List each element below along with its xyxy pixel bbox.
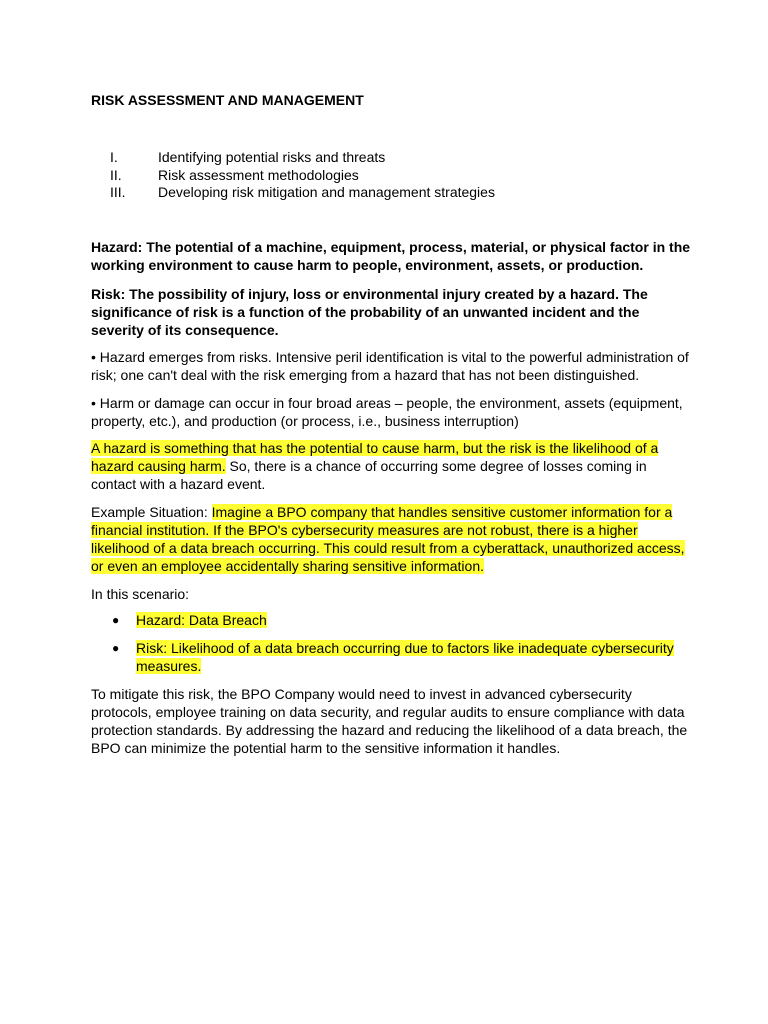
outline-item xyxy=(110,167,710,185)
outline-number: III. xyxy=(110,184,126,200)
example-label: Example Situation: xyxy=(91,504,212,520)
document-title: RISK ASSESSMENT AND MANAGEMENT xyxy=(91,92,364,108)
outline-number: II. xyxy=(110,166,122,183)
outline-text: Identifying potential risks and threats xyxy=(158,149,386,165)
outline-text: Developing risk mitigation and management strategies xyxy=(158,184,495,200)
highlighted-sentence: A hazard is something that has the potential to cause harm, but the risk is the likelihood of a hazard causing harm. xyxy=(91,440,659,474)
outline-item xyxy=(110,184,710,202)
outline-number: I. xyxy=(110,149,118,165)
paragraph-followup-text: So, there is a chance of occurring some degree of losses coming in contact with a hazard event. xyxy=(91,458,647,492)
scenario-bullet-text: Hazard: Data Breach xyxy=(136,612,267,628)
bullet-paragraph-hazard-identification: • Hazard emerges from risks. Intensive peril identification is vital to the powerful administration of risk; one can't deal with the risk emerging from a hazard that has not been distinguished. xyxy=(91,349,689,383)
example-situation-paragraph xyxy=(91,503,691,575)
scenario-intro: In this scenario: xyxy=(91,586,190,602)
scenario-bullet-text: Risk: Likelihood of a data breach occurring due to factors like inadequate cybersecurity measures. xyxy=(136,640,674,674)
risk-definition: Risk: The possibility of injury, loss or environmental injury created by a hazard. The significance of risk is a function of the probability of an unwanted incident and the severity of its consequence. xyxy=(91,286,648,338)
outline-item xyxy=(110,149,710,167)
bullet-dot-icon: ● xyxy=(112,613,120,627)
scenario-bullet-list xyxy=(111,611,691,675)
outline-list xyxy=(110,149,710,202)
scenario-bullet-item xyxy=(111,639,691,675)
hazard-vs-risk-paragraph xyxy=(91,439,691,493)
bullet-paragraph-harm-areas: • Harm or damage can occur in four broad areas – people, the environment, assets (equipment, property, etc.), and production (or process, i.e., business interruption) xyxy=(91,395,683,429)
bullet-dot-icon: ● xyxy=(112,641,120,655)
scenario-bullet-item xyxy=(111,611,691,629)
example-highlighted-text: Imagine a BPO company that handles sensitive customer information for a financial institution. If the BPO's cybersecurity measures are not robust, there is a higher likelihood of a data breach occurring. This could result from a cyberattack, unauthorized access, or even an employee accidentally sharing sensitive information. xyxy=(91,504,685,574)
mitigation-paragraph: To mitigate this risk, the BPO Company would need to invest in advanced cybersecurity protocols, employee training on data security, and regular audits to ensure compliance with data protection standards. By addressing the hazard and reducing the likelihood of a data breach, the BPO can minimize the potential harm to the sensitive information it handles. xyxy=(91,686,688,756)
hazard-definition: Hazard: The potential of a machine, equipment, process, material, or physical factor in the working environment to cause harm to people, environment, assets, or production. xyxy=(91,239,691,273)
outline-text: Risk assessment methodologies xyxy=(158,166,359,183)
